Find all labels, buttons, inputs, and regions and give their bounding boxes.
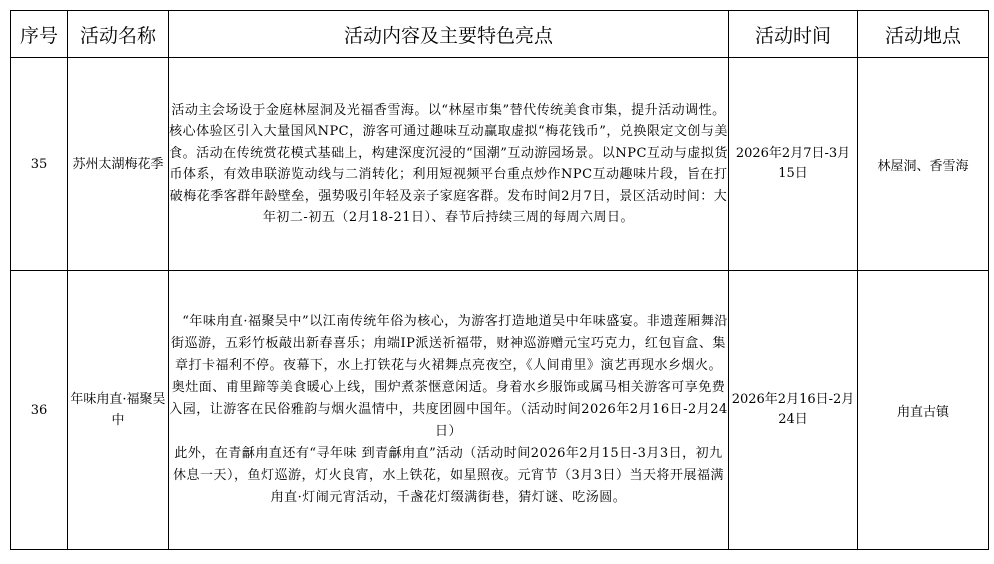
content-paragraph: “年味甪直·福聚吴中”以江南传统年俗为核心，为游客打造地道吴中年味盛宴。非遗莲厢舞沿街巡游，五彩竹板敲出新春喜乐；甪端IP派送祈福带，财神巡游赠元宝巧克力，红包盲盒、集章打卡福利不停。夜幕下，水上打铁花与火裙舞点亮夜空，《人间甫里》演艺再现水乡烟火。奥灶面、甫里蹄等美食暖心上线，围炉煮茶惬意闲适。身着水乡服饰或属马相关游客可享免费入园，让游客在民俗雅韵与烟火温情中，共度团圆中国年。（活动时间2026年2月16日-2月24日） bbox=[169, 314, 728, 439]
table-row bbox=[11, 271, 989, 550]
header-name: 活动名称 bbox=[68, 11, 169, 58]
row-place: 甪直古镇 bbox=[858, 271, 989, 550]
row-name: 苏州太湖梅花季 bbox=[68, 58, 169, 271]
row-name: 年味甪直·福聚吴中 bbox=[68, 271, 169, 550]
header-seq: 序号 bbox=[11, 11, 68, 58]
header-place: 活动地点 bbox=[858, 11, 989, 58]
row-content bbox=[169, 271, 729, 550]
row-place: 林屋洞、香雪海 bbox=[858, 58, 989, 271]
header-content: 活动内容及主要特色亮点 bbox=[169, 11, 729, 58]
header-row bbox=[11, 11, 989, 58]
row-time: 2026年2月7日-3月15日 bbox=[729, 58, 858, 271]
row-content bbox=[169, 58, 729, 271]
events-table bbox=[10, 10, 989, 550]
row-time: 2026年2月16日-2月24日 bbox=[729, 271, 858, 550]
row-seq: 35 bbox=[11, 58, 68, 271]
row-seq: 36 bbox=[11, 271, 68, 550]
header-time: 活动时间 bbox=[729, 11, 858, 58]
content-paragraph: 活动主会场设于金庭林屋洞及光福香雪海。以“林屋市集”替代传统美食市集，提升活动调性。核心体验区引入大量国风NPC，游客可通过趣味互动赢取虚拟“梅花钱币”，兑换限定文创与美食。活动在传统赏花模式基础上，构建深度沉浸的“国潮”互动游园场景。以NPC互动与虚拟货币体系，有效串联游览动线与二消转化；利用短视频平台重点炒作NPC互动趣味片段，旨在打破梅花季客群年龄壁垒，强势吸引年轻及亲子家庭客群。发布时间2月7日，景区活动时间：大年初二-初五（2月18-21日）、春节后持续三周的每周六周日。 bbox=[169, 102, 728, 225]
table-row bbox=[11, 58, 989, 271]
content-paragraph: 此外，在青龢甪直还有“寻年味 到青龢甪直”活动（活动时间2026年2月15日-3月3日，初九休息一天），鱼灯巡游，灯火良宵，水上铁花，如星照夜。元宵节（3月3日）当天将开展福满甪直·灯闹元宵活动，千盏花灯缀满街巷，猜灯谜、吃汤圆。 bbox=[172, 446, 725, 505]
